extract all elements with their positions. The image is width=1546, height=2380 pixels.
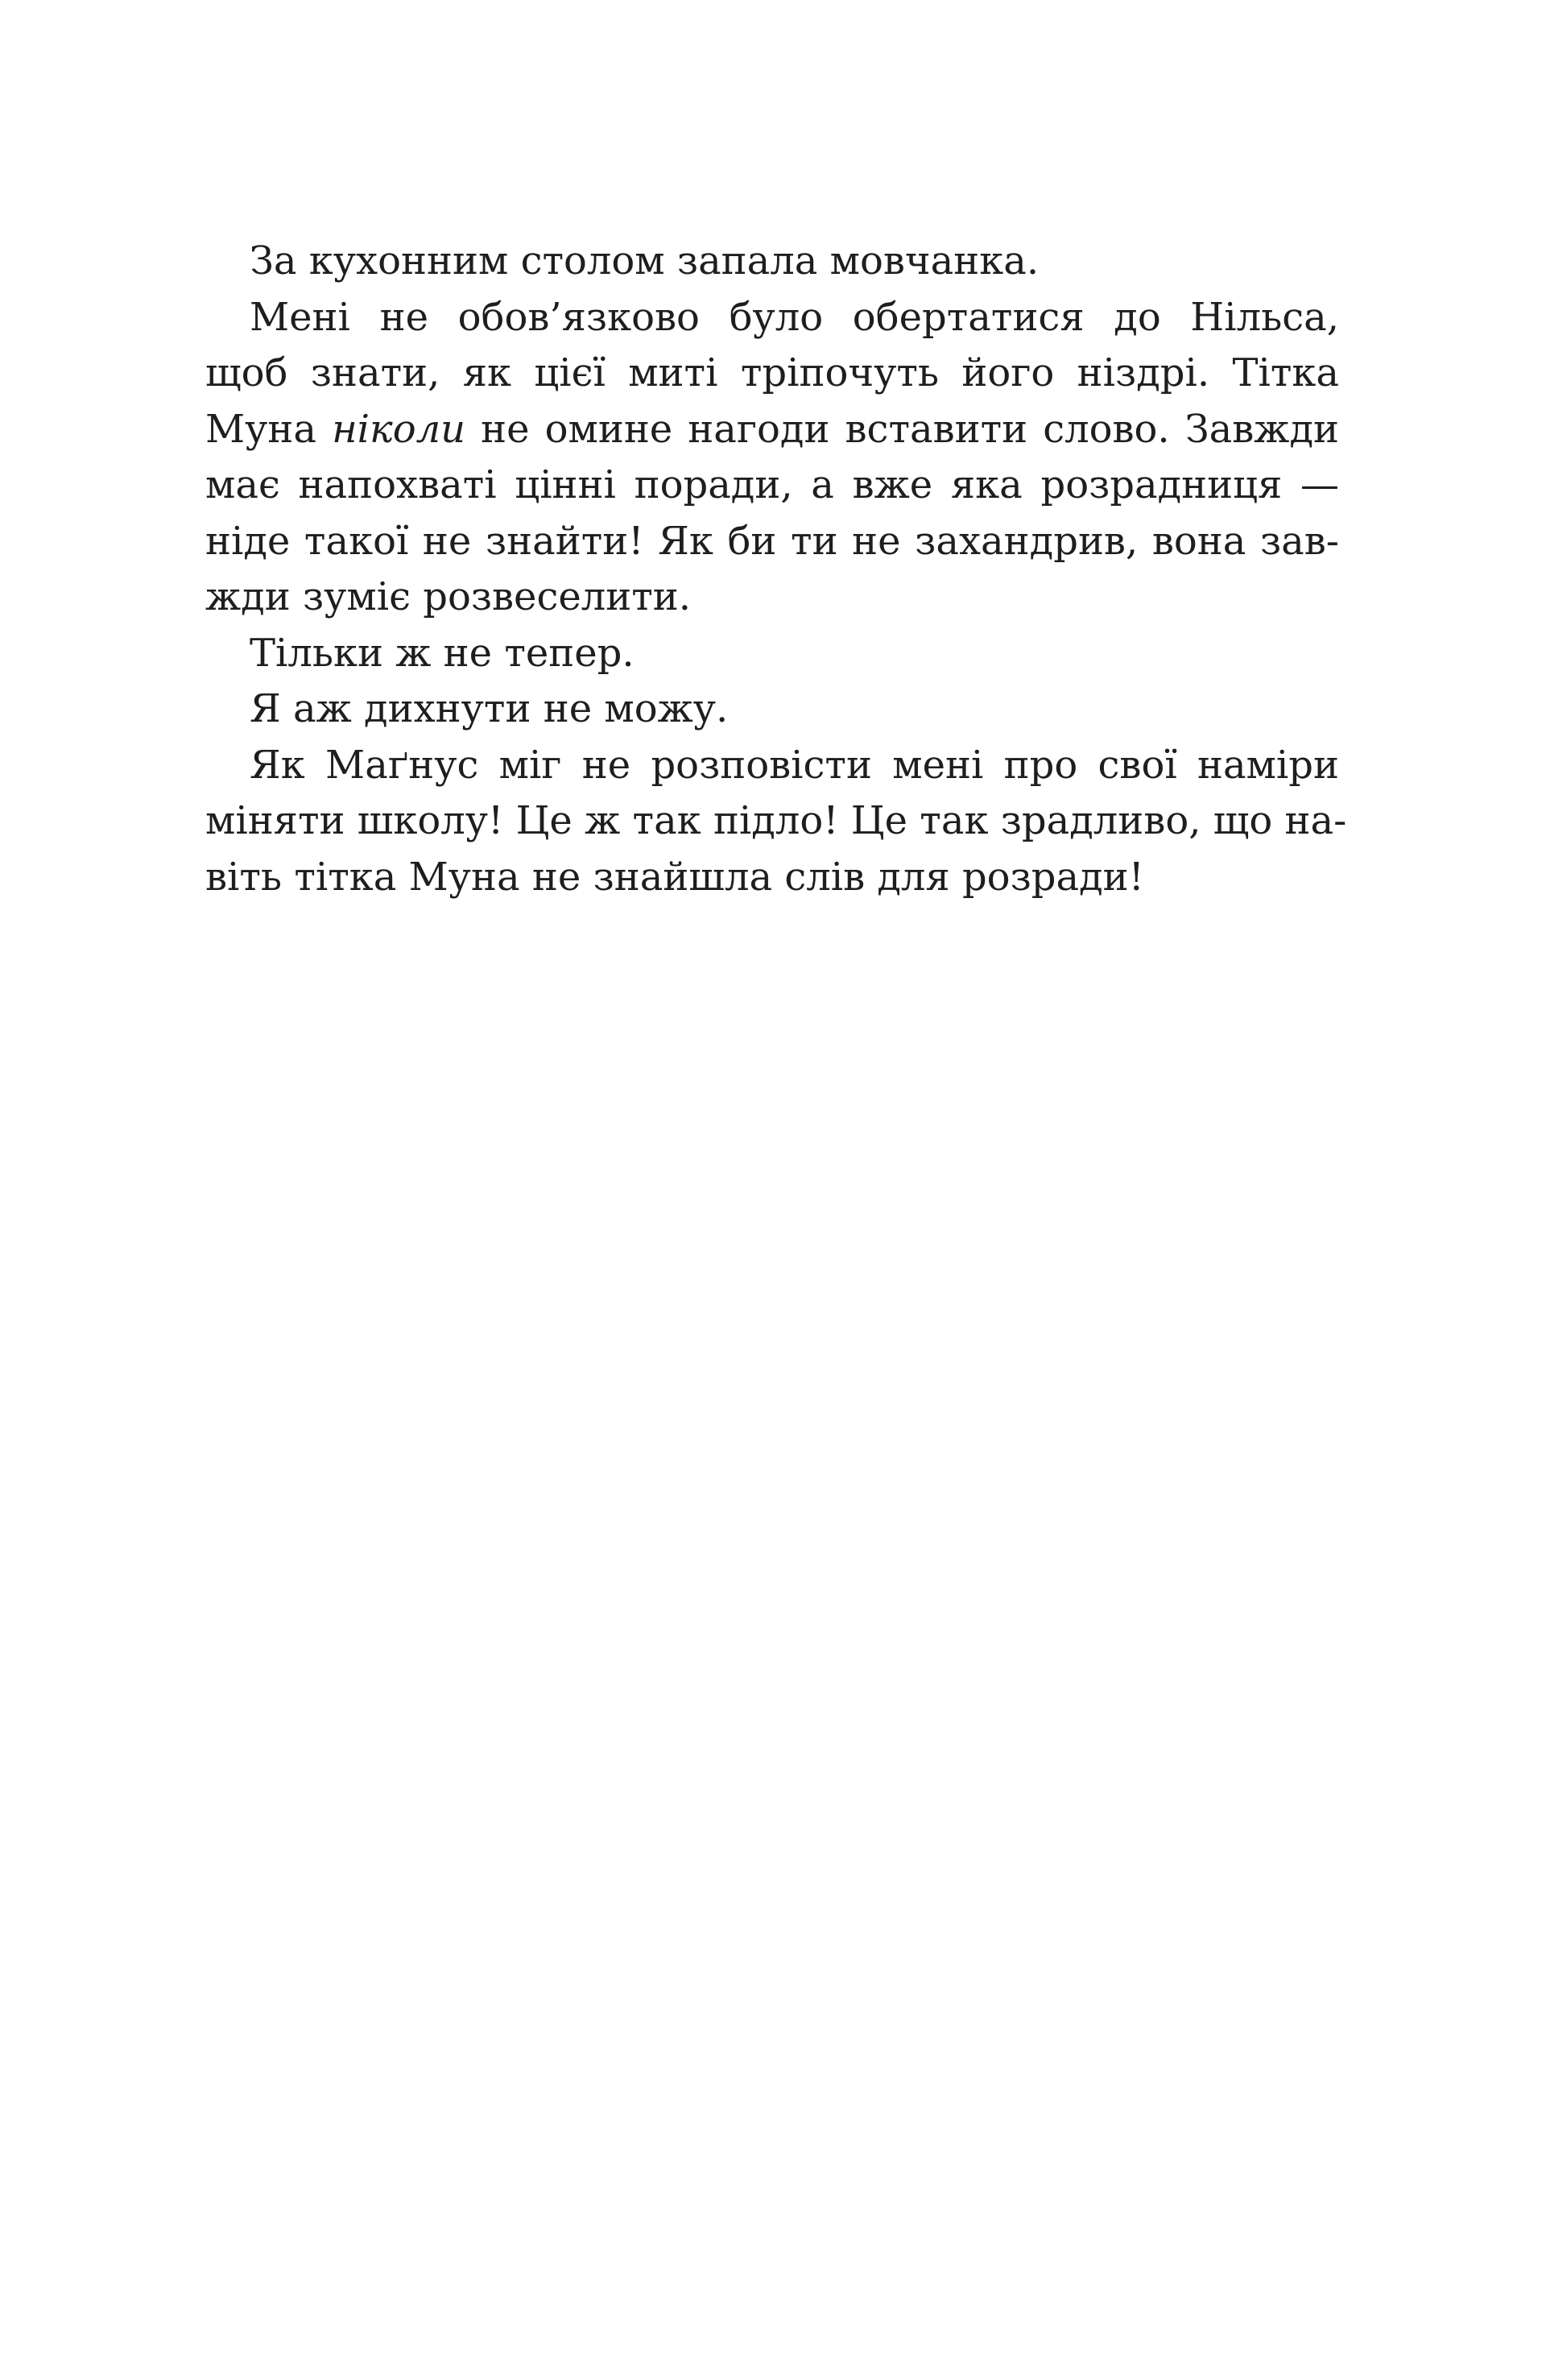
- emphasized-word: ніколи: [332, 406, 466, 452]
- paragraph-5-line-2: міняти школу! Це ж так підло! Це так зрадливо, що на-: [205, 798, 1347, 843]
- paragraph-2-line-6: жди зуміє розвеселити.: [205, 574, 692, 619]
- paragraph-3-line-1: Тільки ж не тепер.: [250, 630, 635, 676]
- paragraph-5-line-1: Як Маґнус міг не розповісти мені про свої наміри: [250, 742, 1339, 788]
- paragraph-2-line-1: Мені не обов’язково було обертатися до Нільса,: [250, 294, 1339, 340]
- body-text: [205, 234, 1347, 905]
- line-segment: Муна: [205, 406, 333, 452]
- paragraph-2-line-2: щоб знати, як цієї миті тріпочуть його ніздрі. Тітка: [205, 350, 1339, 395]
- paragraph-2-line-3: [205, 402, 1339, 458]
- paragraph-5-line-3: віть тітка Муна не знайшла слів для розради!: [205, 854, 1144, 900]
- line-segment: не омине нагоди вставити слово. Завжди: [465, 406, 1339, 452]
- paragraph-4-line-1: Я аж дихнути не можу.: [250, 686, 729, 731]
- paragraph-2-line-5: ніде такої не знайти! Як би ти не захандрив, вона зав-: [205, 518, 1339, 564]
- paragraph-1-line-1: За кухонним столом запала мовчанка.: [250, 238, 1040, 284]
- paragraph-2-line-4: має напохваті цінні поради, а вже яка розрадниця —: [205, 462, 1339, 507]
